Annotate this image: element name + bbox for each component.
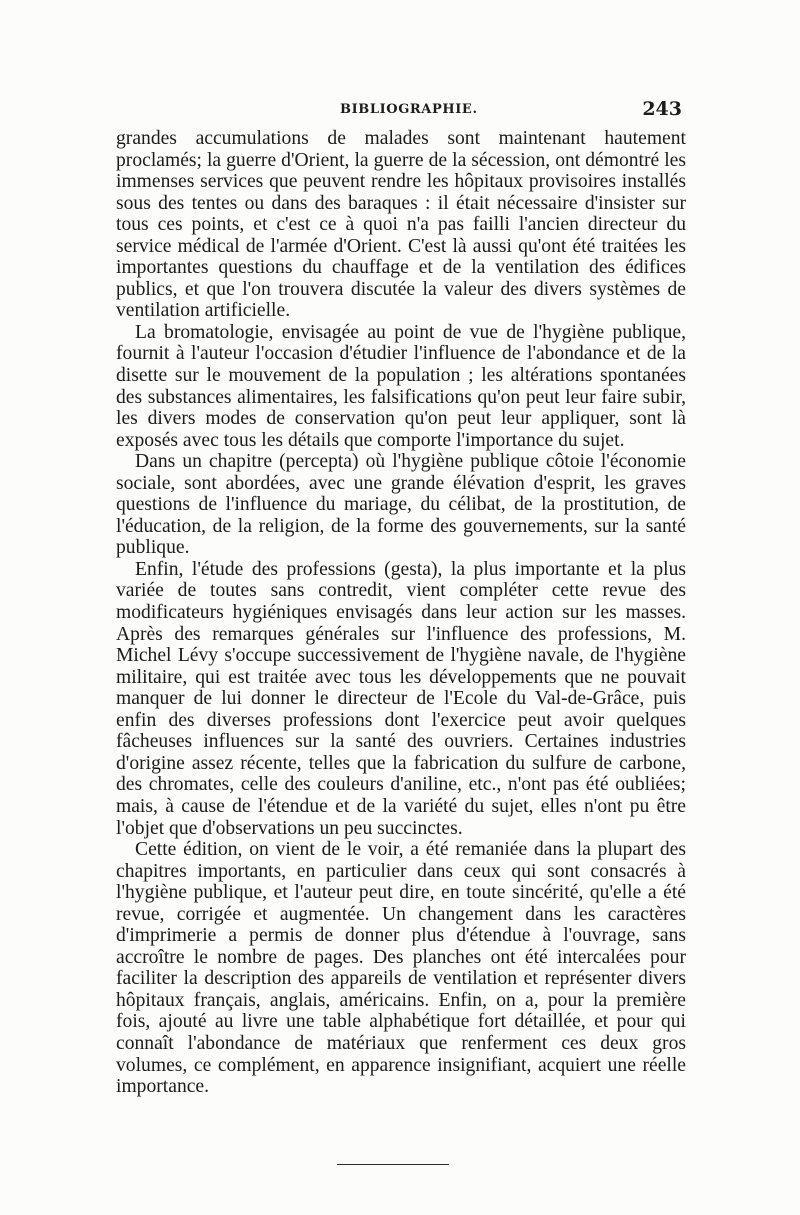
paragraph-1: grandes accumulations de malades sont maintenant hautement proclamés; la guerre d'Orient, la guerre de la sécession, ont démontré les immenses services que peuvent rendre les hôpitaux provisoires installés sous des tentes ou dans des baraques : il était nécessaire d'insister sur tous ces points, et c'est ce à quoi n'a pas failli l'ancien directeur du service médical de l'armée d'Orient. C'est là aussi qu'ont été traitées les importantes questions du chauffage et de la ventilation des édifices publics, et que l'on trouvera discutée la valeur des divers systèmes de ventilation artificielle. <box>116 128 686 322</box>
paragraph-3: Dans un chapitre (percepta) où l'hygiène publique côtoie l'économie sociale, sont abordées, avec une grande élévation d'esprit, les graves questions de l'influence du mariage, du célibat, de la prostitution, de l'éducation, de la religion, de la forme des gouvernements, sur la santé publique. <box>116 451 686 559</box>
body-text <box>116 128 686 1098</box>
running-title: BIBLIOGRAPHIE. <box>340 102 478 117</box>
paragraph-4: Enfin, l'étude des professions (gesta), la plus importante et la plus variée de toutes sans contredit, vient compléter cette revue des modificateurs hygiéniques envisagés dans leur action sur les masses. Après des remarques générales sur l'influence des professions, M. Michel Lévy s'occupe successivement de l'hygiène navale, de l'hygiène militaire, qui est traitée avec tous les développements que ne pouvait manquer de lui donner le directeur de l'Ecole du Val-de-Grâce, puis enfin des diverses professions dont l'exercice peut avoir quelques fâcheuses influences sur la santé des ouvriers. Certaines industries d'origine assez récente, telles que la fabrication du sulfure de carbone, des chromates, celle des couleurs d'aniline, etc., n'ont pas été oubliées; mais, à cause de l'étendue et de la variété du sujet, elles n'ont pu être l'objet que d'observations un peu succinctes. <box>116 558 686 839</box>
page-number: 243 <box>642 98 682 120</box>
end-rule <box>337 1164 449 1165</box>
paragraph-5: Cette édition, on vient de le voir, a été remaniée dans la plupart des chapitres importants, en particulier dans ceux qui sont consacrés à l'hygiène publique, et l'auteur peut dire, en toute sincérité, qu'elle a été revue, corrigée et augmentée. Un changement dans les caractères d'imprimerie a permis de donner plus d'étendue à l'ouvrage, sans accroître le nombre de pages. Des planches ont été intercalées pour faciliter la description des appareils de ventilation et représenter divers hôpitaux français, anglais, américains. Enfin, on a, pour la première fois, ajouté au livre une table alphabétique fort détaillée, et pour qui connaît l'abondance de matériaux que renferment ces deux gros volumes, ce complément, en apparence insignifiant, acquiert une réelle importance. <box>116 839 686 1098</box>
page-header <box>116 98 682 122</box>
paragraph-2: La bromatologie, envisagée au point de vue de l'hygiène publique, fournit à l'auteur l'occasion d'étudier l'influence de l'abondance et de la disette sur le mouvement de la population ; les altérations spontanées des substances alimentaires, les falsifications qu'on peut leur faire subir, les divers modes de conservation qu'on peut leur appliquer, sont là exposés avec tous les détails que comporte l'importance du sujet. <box>116 321 686 451</box>
